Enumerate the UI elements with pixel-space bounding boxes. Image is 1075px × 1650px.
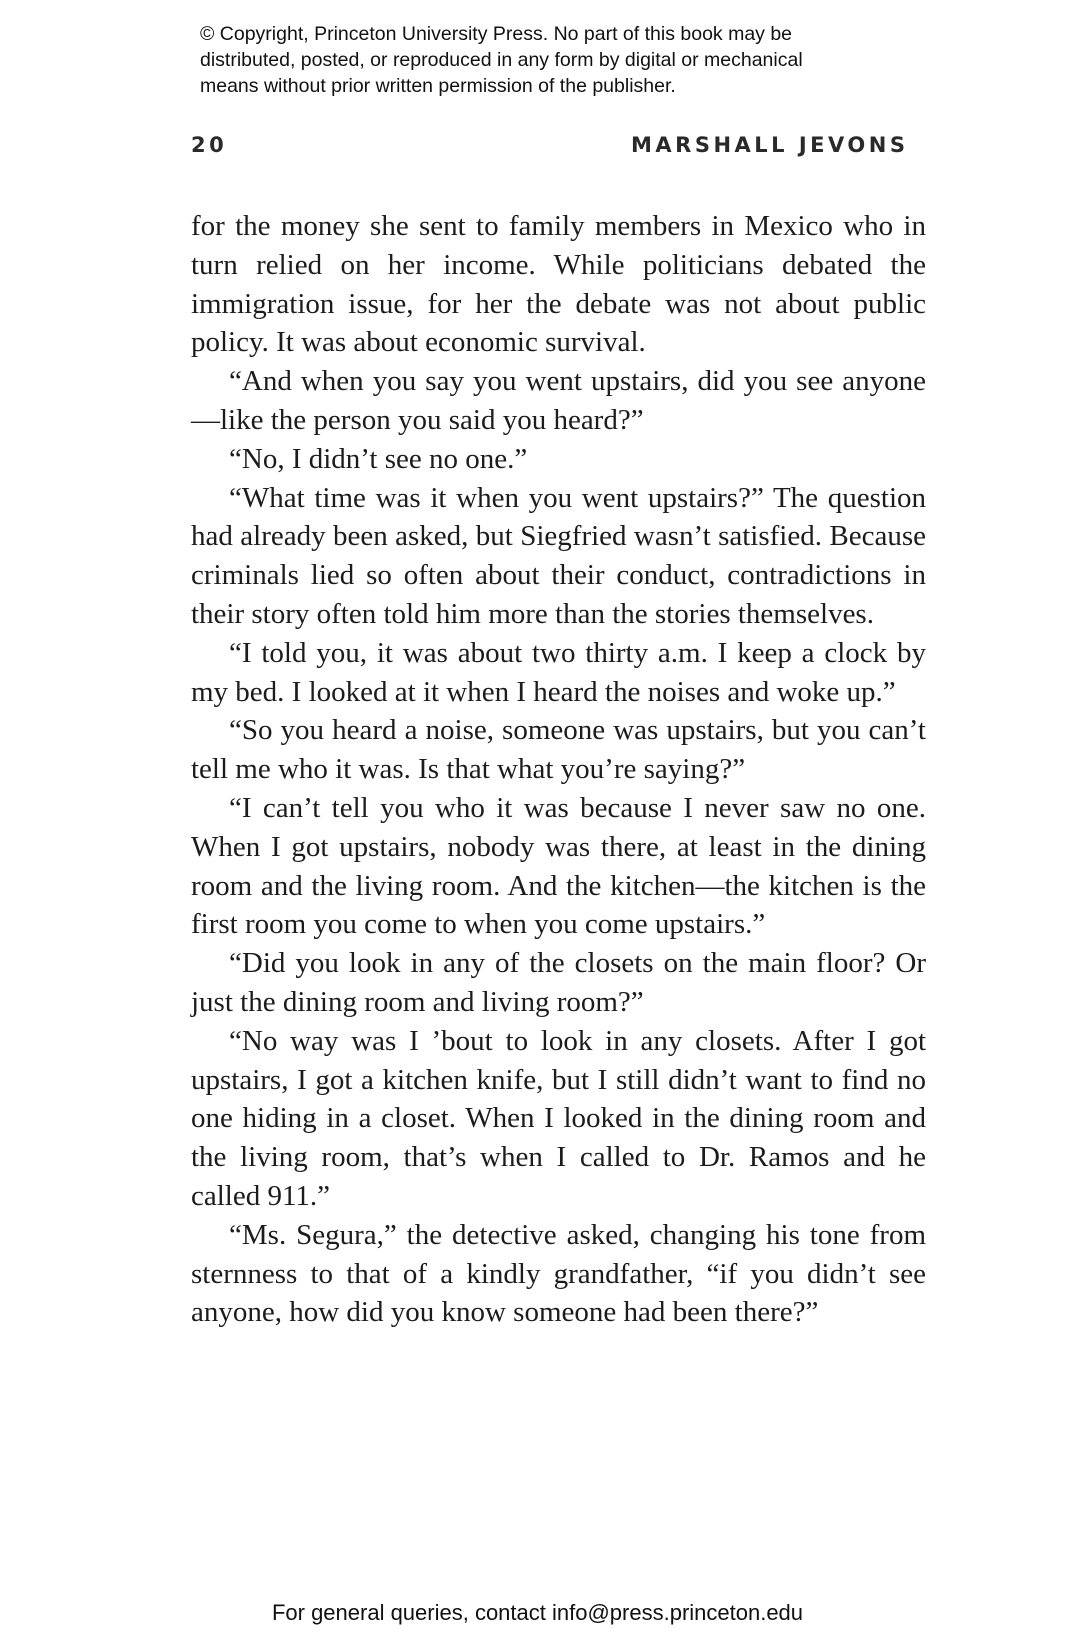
paragraph: “No way was I ’bout to look in any closets. After I got upstairs, I got a kitchen knife, but I still didn’t want to find no one hiding in a closet. When I looked in the dining room and the living room, that’s when I called to Dr. Ramos and he called 911.”: [191, 1024, 926, 1212]
paragraph: “What time was it when you went upstairs?” The question had already been asked, but Siegfried wasn’t satisfied. Because criminals lied so often about their conduct, contradictions in their story often told him more than the stories themselves.: [191, 481, 926, 630]
paragraph: “I can’t tell you who it was because I never saw no one. When I got upstairs, nobody was there, at least in the dining room and the living room. And the kitchen—the kitchen is the first room you come to when you come upstairs.”: [191, 791, 926, 941]
copyright-line: means without prior written permission of the publisher.: [200, 75, 676, 97]
body-text: [191, 207, 926, 1332]
paragraph: “So you heard a noise, someone was upstairs, but you can’t tell me who it was. Is that what you’re saying?”: [191, 714, 926, 786]
running-head: [191, 133, 926, 163]
copyright-line: distributed, posted, or reproduced in any form by digital or mechanical: [200, 49, 803, 71]
paragraph: “Ms. Segura,” the detective asked, changing his tone from sternness to that of a kindly grandfather, “if you didn’t see anyone, how did you know someone had been there?”: [191, 1218, 926, 1329]
copyright-line: © Copyright, Princeton University Press. No part of this book may be: [200, 23, 793, 45]
footer-contact: For general queries, contact info@press.princeton.edu: [271, 1600, 804, 1625]
running-head-author: MARSHALL JEVONS: [631, 133, 909, 157]
paragraph: “I told you, it was about two thirty a.m. I keep a clock by my bed. I looked at it when I heard the noises and woke up.”: [191, 636, 926, 708]
paragraph: for the money she sent to family members in Mexico who in turn relied on her income. While politicians debated the immigration issue, for her the debate was not about public policy. It was about economic survival.: [191, 210, 926, 359]
copyright-notice: [200, 21, 960, 99]
page-number: 20: [191, 133, 228, 157]
paragraph: “And when you say you went upstairs, did you see anyone—like the person you said you heard?”: [191, 365, 926, 436]
paragraph: “Did you look in any of the closets on the main floor? Or just the dining room and living room?”: [191, 947, 926, 1018]
paragraph: “No, I didn’t see no one.”: [229, 442, 528, 475]
